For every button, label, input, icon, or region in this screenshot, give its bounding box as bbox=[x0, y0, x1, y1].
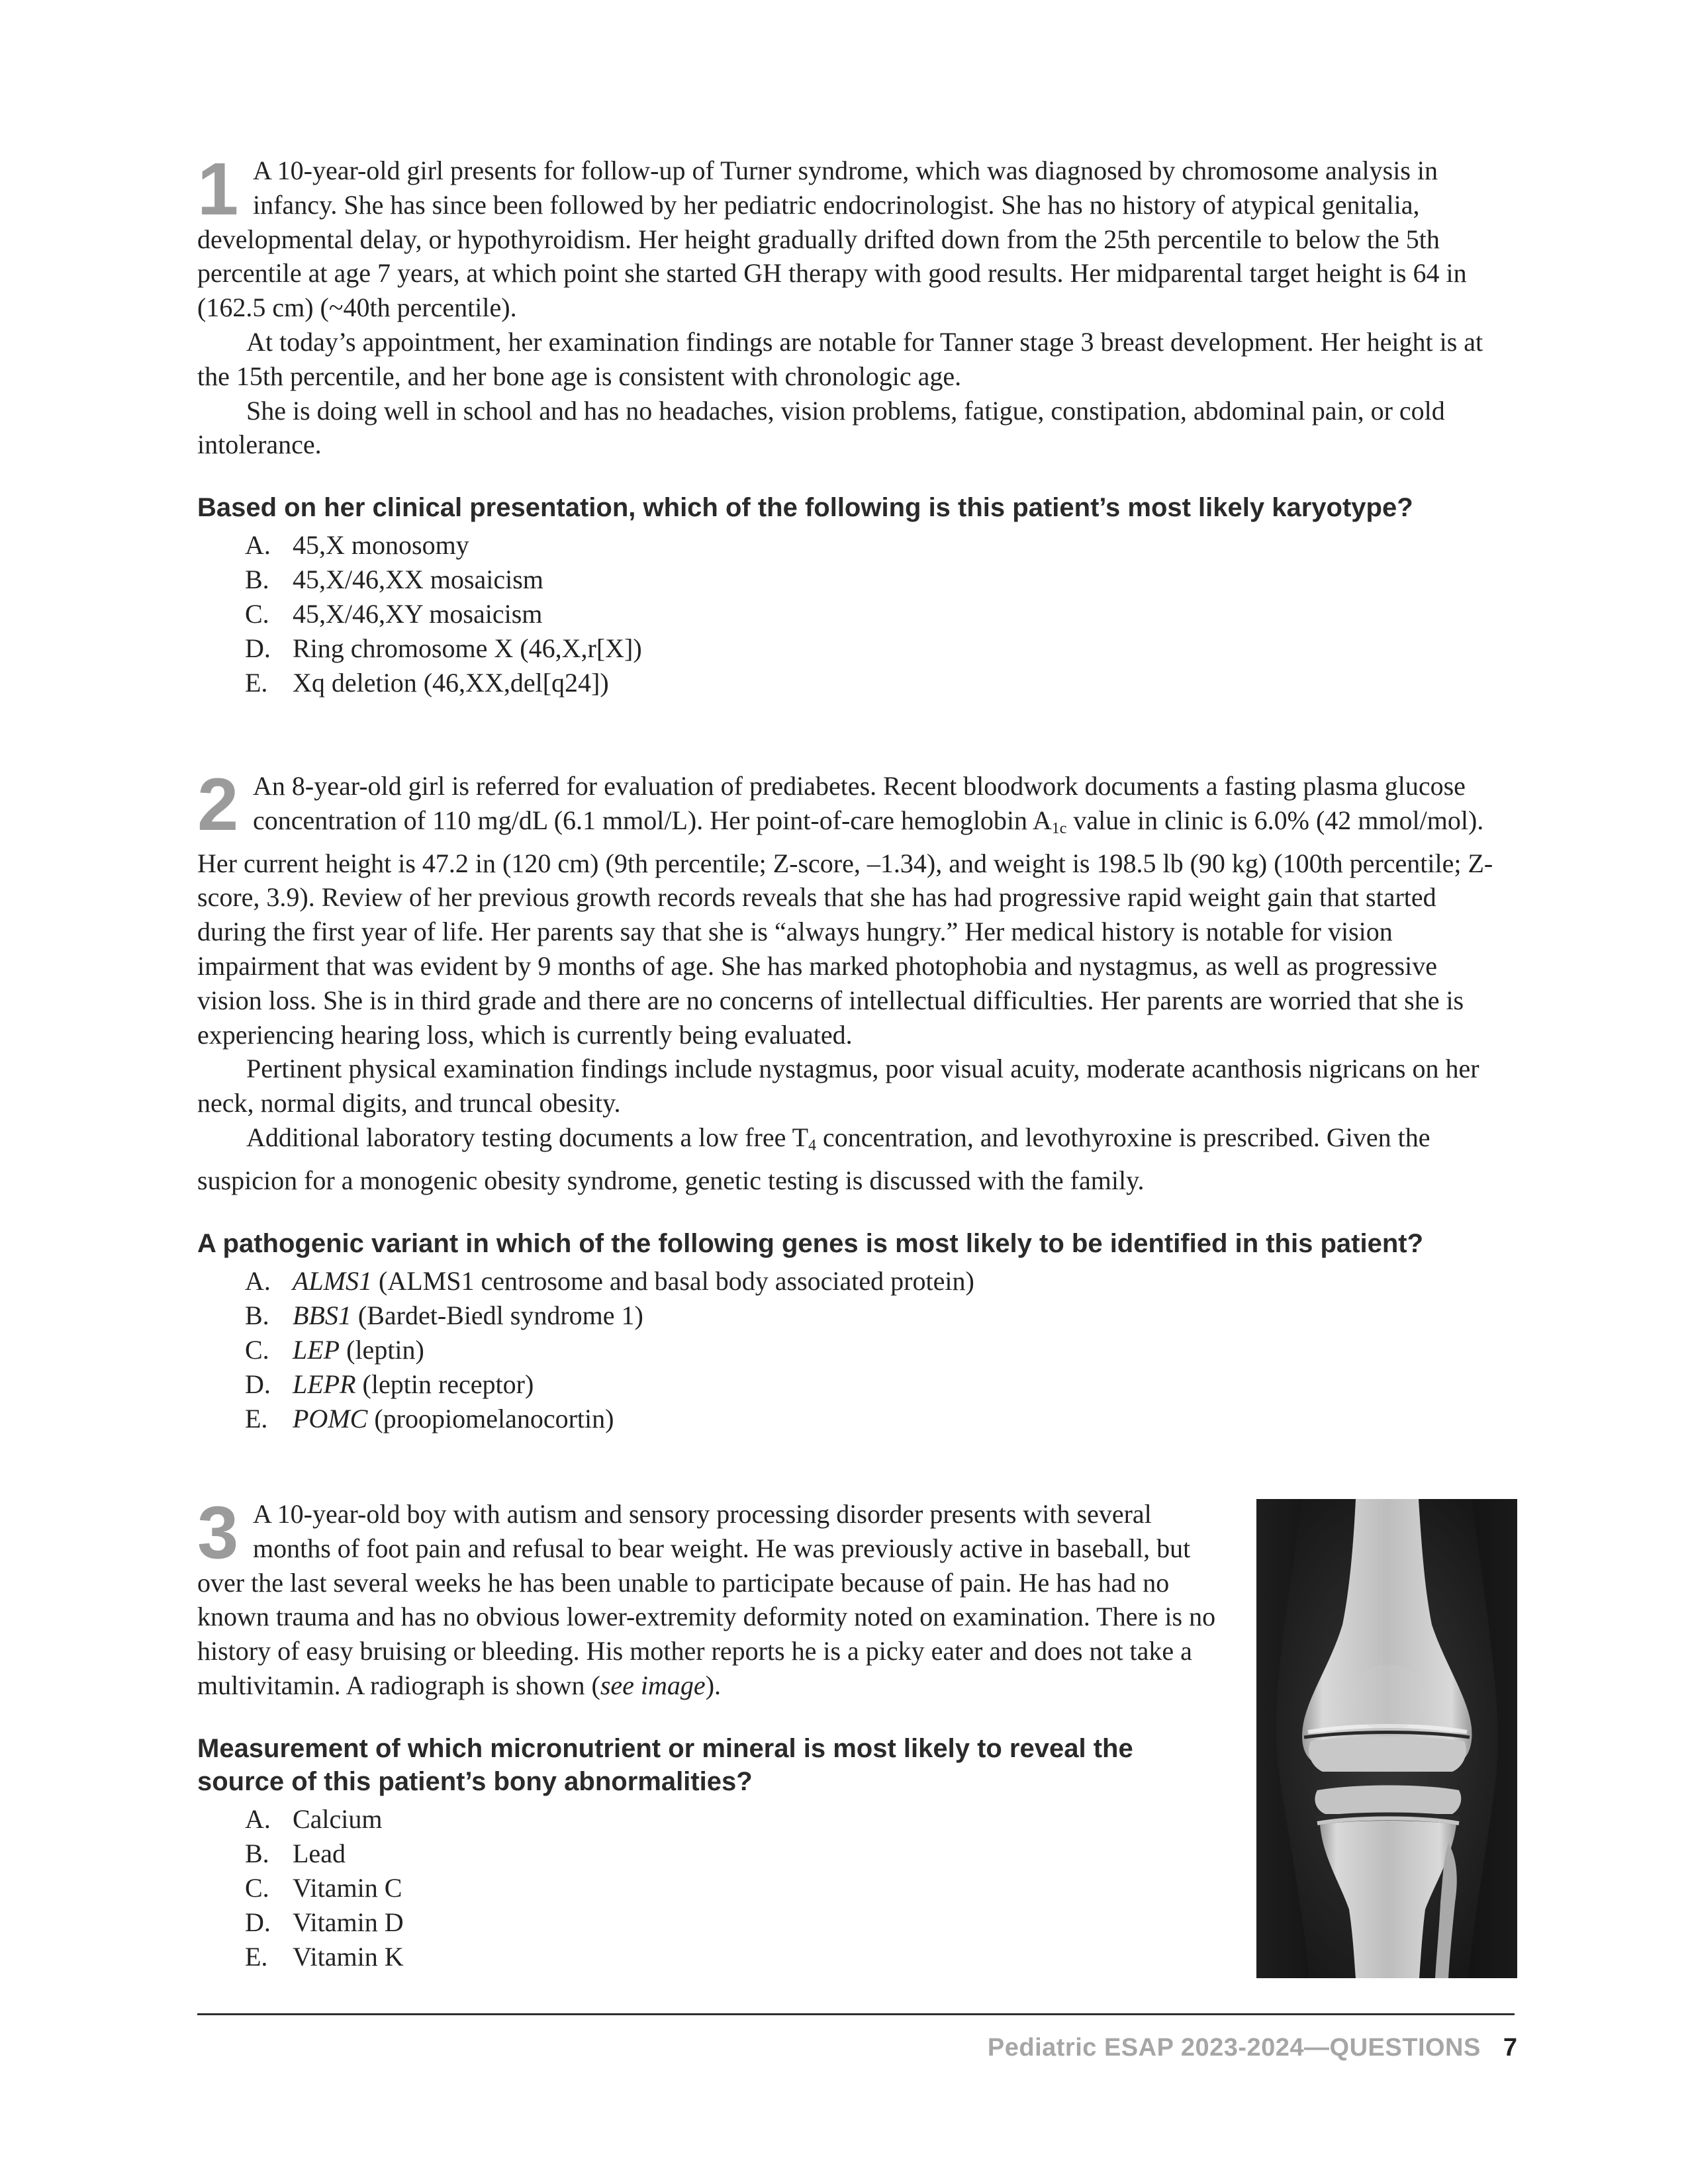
tibial-epiphysis bbox=[1315, 1786, 1461, 1815]
knee-radiograph-image bbox=[1256, 1499, 1517, 1978]
gene-name: LEPR bbox=[293, 1369, 356, 1399]
option-letter: D. bbox=[245, 633, 271, 664]
answer-option[interactable] bbox=[245, 631, 1508, 666]
question-number: 3 bbox=[197, 1491, 239, 1574]
stem-text: A 10-year-old boy with autism and sensory processing disorder presents with several months of foot pain and refusal to bear weight. He was previously active in baseball, but over the last several weeks he has been unable to participate because of pain. He has had no known trauma and has no obvious lower-extremity deformity noted on examination. There is no history of easy bruising or bleeding. His mother reports he is a picky eater and does not take a multivitamin. A radiograph is shown ( bbox=[197, 1499, 1216, 1700]
question-2 bbox=[197, 763, 1508, 1436]
option-text: (Bardet-Biedl syndrome 1) bbox=[351, 1300, 643, 1330]
answer-option[interactable] bbox=[245, 1940, 1217, 1974]
gene-name: BBS1 bbox=[293, 1300, 352, 1330]
option-letter: C. bbox=[245, 1872, 269, 1903]
stem-paragraph: At today’s appointment, her examination findings are notable for Tanner stage 3 breast development. Her height is at the 15th percentile, and her bone age is consistent with chronologic age. bbox=[197, 326, 1483, 391]
option-letter: B. bbox=[245, 1838, 269, 1868]
answer-option[interactable] bbox=[245, 1871, 1217, 1905]
option-letter: B. bbox=[245, 565, 269, 595]
option-letter: E. bbox=[245, 1941, 268, 1972]
question-stem bbox=[197, 1491, 1217, 1703]
patella-shadow bbox=[1350, 1664, 1427, 1731]
option-letter: E. bbox=[245, 668, 268, 698]
option-letter: E. bbox=[245, 1403, 268, 1433]
option-text: (leptin receptor) bbox=[355, 1369, 534, 1399]
option-letter: C. bbox=[245, 1334, 269, 1365]
answer-option[interactable] bbox=[245, 666, 1508, 700]
answer-option[interactable] bbox=[245, 1837, 1217, 1871]
option-letter: C. bbox=[245, 599, 269, 629]
answer-option[interactable] bbox=[245, 1298, 1508, 1333]
option-text: Vitamin D bbox=[293, 1907, 404, 1937]
answer-options bbox=[197, 1802, 1217, 1974]
gene-name: LEP bbox=[293, 1334, 340, 1365]
option-letter: D. bbox=[245, 1369, 271, 1399]
subscript: 1c bbox=[1051, 819, 1067, 837]
option-text: Calcium bbox=[293, 1803, 383, 1834]
option-letter: A. bbox=[245, 1803, 271, 1834]
stem-paragraph: Pertinent physical examination findings include nystagmus, poor visual acuity, moderate acanthosis nigricans on her neck, normal digits, and truncal obesity. bbox=[197, 1054, 1479, 1118]
question-prompt: A pathogenic variant in which of the following genes is most likely to be identified in this patient? bbox=[197, 1228, 1424, 1258]
answer-options bbox=[197, 1264, 1508, 1436]
option-text: Lead bbox=[293, 1838, 346, 1868]
option-text: 45,X/46,XY mosaicism bbox=[293, 599, 543, 629]
answer-option[interactable] bbox=[245, 1905, 1217, 1940]
radiograph-drawing bbox=[1256, 1499, 1517, 1978]
footer-title: Pediatric ESAP 2023-2024—QUESTIONS bbox=[987, 2034, 1481, 2062]
stem-text: Additional laboratory testing documents a low free T bbox=[246, 1122, 809, 1152]
answer-option[interactable] bbox=[245, 563, 1508, 597]
option-text: 45,X monosomy bbox=[293, 530, 469, 561]
option-text: (leptin) bbox=[340, 1334, 424, 1365]
stem-text: An 8-year-old girl is referred for evaluation of prediabetes. Recent bloodwork documents a fasting plasma glucose concentration of 110 mg/dL (6.1 mmol/L). Her point-of-care hemoglobin A bbox=[253, 771, 1466, 835]
option-letter: A. bbox=[245, 1265, 271, 1296]
stem-paragraph: She is doing well in school and has no headaches, vision problems, fatigue, constipation, abdominal pain, or cold intolerance. bbox=[197, 395, 1445, 460]
option-text: Ring chromosome X (46,X,r[X]) bbox=[293, 633, 642, 664]
option-text: (proopiomelanocortin) bbox=[367, 1403, 614, 1433]
stem-text: concentration, and levothyroxine is prescribed. Given the suspicion for a monogenic obesity syndrome, genetic testing is discussed with the family. bbox=[197, 1122, 1430, 1195]
stem-text: ). bbox=[705, 1670, 722, 1700]
stem-paragraph bbox=[197, 1120, 1508, 1198]
stem-paragraph: A 10-year-old girl presents for follow-up of Turner syndrome, which was diagnosed by chromosome analysis in infancy. She has since been followed by her pediatric endocrinologist. She has no history of atypical genitalia, developmental delay, or hypothyroidism. Her height gradually drifted down from the 25th percentile to below the 5th percentile at age 7 years, at which point she started GH therapy with good results. Her midparental target height is 64 in (162.5 cm) (~40th percentile). bbox=[197, 156, 1467, 323]
option-letter: D. bbox=[245, 1907, 271, 1937]
answer-option[interactable] bbox=[245, 597, 1508, 631]
stem-emphasis: see image bbox=[600, 1670, 706, 1700]
option-text: (ALMS1 centrosome and basal body associated protein) bbox=[372, 1265, 974, 1296]
answer-option[interactable] bbox=[245, 1402, 1508, 1436]
question-stem bbox=[197, 148, 1508, 462]
answer-option[interactable] bbox=[245, 1367, 1508, 1402]
question-3 bbox=[197, 1491, 1217, 1974]
question-number: 1 bbox=[197, 148, 239, 230]
answer-option[interactable] bbox=[245, 1333, 1508, 1367]
subscript: 4 bbox=[808, 1136, 817, 1154]
question-1 bbox=[197, 148, 1508, 700]
stem-paragraph bbox=[197, 763, 1508, 1052]
option-letter: B. bbox=[245, 1300, 269, 1330]
answer-options bbox=[197, 528, 1508, 700]
footer-rule bbox=[197, 2013, 1515, 2015]
question-prompt: Based on her clinical presentation, which of the following is this patient’s most likely karyotype? bbox=[197, 493, 1413, 523]
gene-name: ALMS1 bbox=[293, 1265, 372, 1296]
question-prompt: Measurement of which micronutrient or mineral is most likely to reveal the source of this patient’s bony abnormalities? bbox=[197, 1733, 1133, 1796]
answer-option[interactable] bbox=[245, 528, 1508, 563]
femoral-epiphysis bbox=[1309, 1737, 1466, 1772]
answer-option[interactable] bbox=[245, 1802, 1217, 1837]
option-text: 45,X/46,XX mosaicism bbox=[293, 565, 543, 595]
question-number: 2 bbox=[197, 763, 239, 846]
page-footer bbox=[988, 2032, 1517, 2064]
stem-text: value in clinic is 6.0% (42 mmol/mol). Her current height is 47.2 in (120 cm) (9th percentile; Z-score, –1.34), and weight is 198.5 lb (90 kg) (100th percentile; Z-score, 3.9). Review of her previous growth records reveals that she has had progressive rapid weight gain that started during the first year of life. Her parents say that she is “always hungry.” Her medical history is notable for vision impairment that was evident by 9 months of age. She has marked photophobia and nystagmus, as well as progressive vision loss. She is in third grade and there are no concerns of intellectual difficulties. Her parents are worried that she is experiencing hearing loss, which is currently being evaluated. bbox=[197, 805, 1493, 1050]
answer-option[interactable] bbox=[245, 1264, 1508, 1298]
question-stem bbox=[197, 763, 1508, 1198]
option-text: Vitamin C bbox=[293, 1872, 402, 1903]
gene-name: POMC bbox=[293, 1403, 368, 1433]
stem-paragraph bbox=[197, 1491, 1217, 1703]
option-letter: A. bbox=[245, 530, 271, 561]
option-text: Xq deletion (46,XX,del[q24]) bbox=[293, 668, 609, 698]
page-number: 7 bbox=[1503, 2034, 1517, 2062]
option-text: Vitamin K bbox=[293, 1941, 404, 1972]
